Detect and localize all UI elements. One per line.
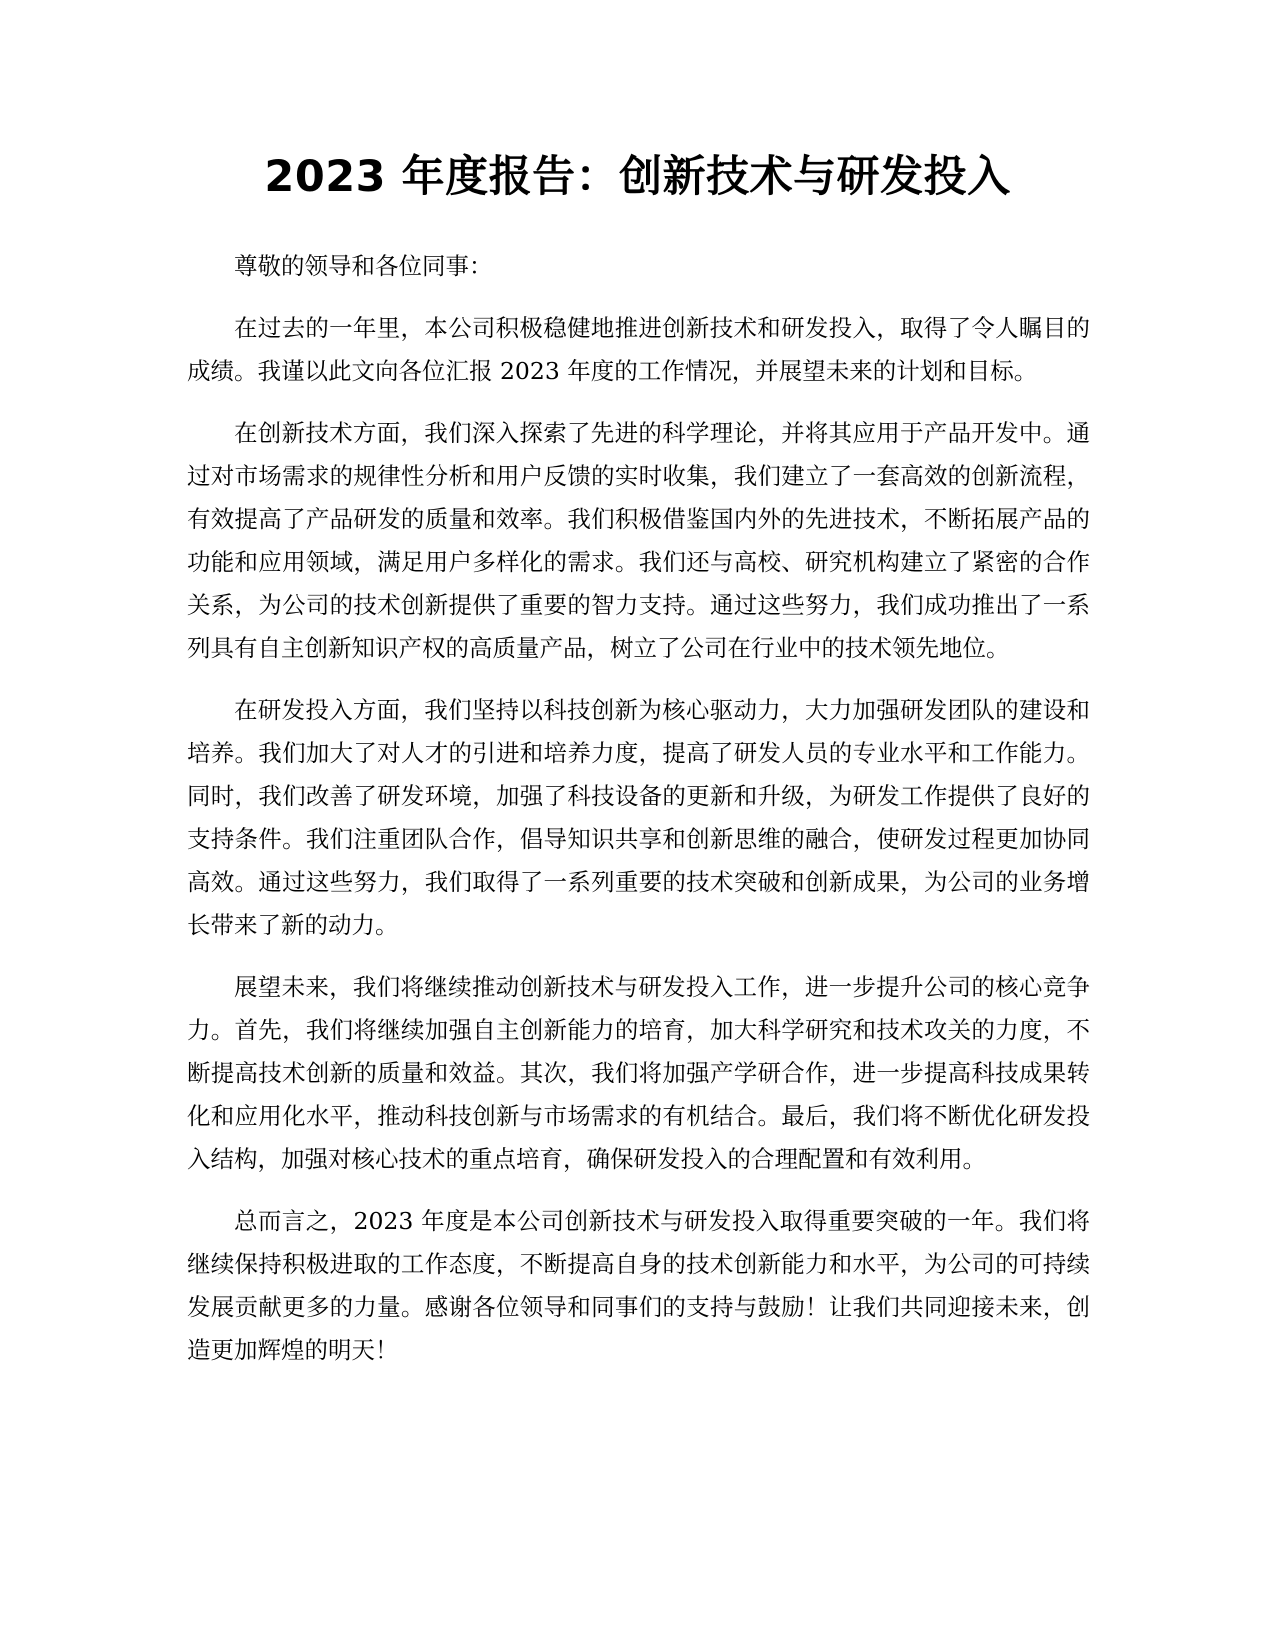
paragraph-innovation: 在创新技术方面，我们深入探索了先进的科学理论，并将其应用于产品开发中。通过对市场需求的规律性分析和用户反馈的实时收集，我们建立了一套高效的创新流程，有效提高了产品研发的质量和效率。我们积极借鉴国内外的先进技术，不断拓展产品的功能和应用领域，满足用户多样化的需求。我们还与高校、研究机构建立了紧密的合作关系，为公司的技术创新提供了重要的智力支持。通过这些努力，我们成功推出了一系列具有自主创新知识产权的高质量产品，树立了公司在行业中的技术领先地位。 <box>187 419 1090 662</box>
paragraph-rd-investment: 在研发投入方面，我们坚持以科技创新为核心驱动力，大力加强研发团队的建设和培养。我们加大了对人才的引进和培养力度，提高了研发人员的专业水平和工作能力。同时，我们改善了研发环境，加强了科技设备的更新和升级，为研发工作提供了良好的支持条件。我们注重团队合作，倡导知识共享和创新思维的融合，使研发过程更加协同高效。通过这些努力，我们取得了一系列重要的技术突破和创新成果，为公司的业务增长带来了新的动力。 <box>187 696 1090 939</box>
document-title: 2023 年度报告：创新技术与研发投入 <box>264 152 1011 202</box>
paragraph-intro: 在过去的一年里，本公司积极稳健地推进创新技术和研发投入，取得了令人瞩目的成绩。我谨以此文向各位汇报 2023 年度的工作情况，并展望未来的计划和目标。 <box>187 314 1090 385</box>
paragraph-outlook: 展望未来，我们将继续推动创新技术与研发投入工作，进一步提升公司的核心竞争力。首先，我们将继续加强自主创新能力的培育，加大科学研究和技术攻关的力度，不断提高技术创新的质量和效益。其次，我们将加强产学研合作，进一步提高科技成果转化和应用化水平，推动科技创新与市场需求的有机结合。最后，我们将不断优化研发投入结构，加强对核心技术的重点培育，确保研发投入的合理配置和有效利用。 <box>187 973 1090 1173</box>
salutation: 尊敬的领导和各位同事： <box>234 252 493 280</box>
document-body <box>187 245 1090 1391</box>
paragraph-conclusion: 总而言之，2023 年度是本公司创新技术与研发投入取得重要突破的一年。我们将继续保持积极进取的工作态度，不断提高自身的技术创新能力和水平，为公司的可持续发展贡献更多的力量。感谢各位领导和同事们的支持与鼓励！让我们共同迎接未来，创造更加辉煌的明天！ <box>187 1207 1090 1364</box>
